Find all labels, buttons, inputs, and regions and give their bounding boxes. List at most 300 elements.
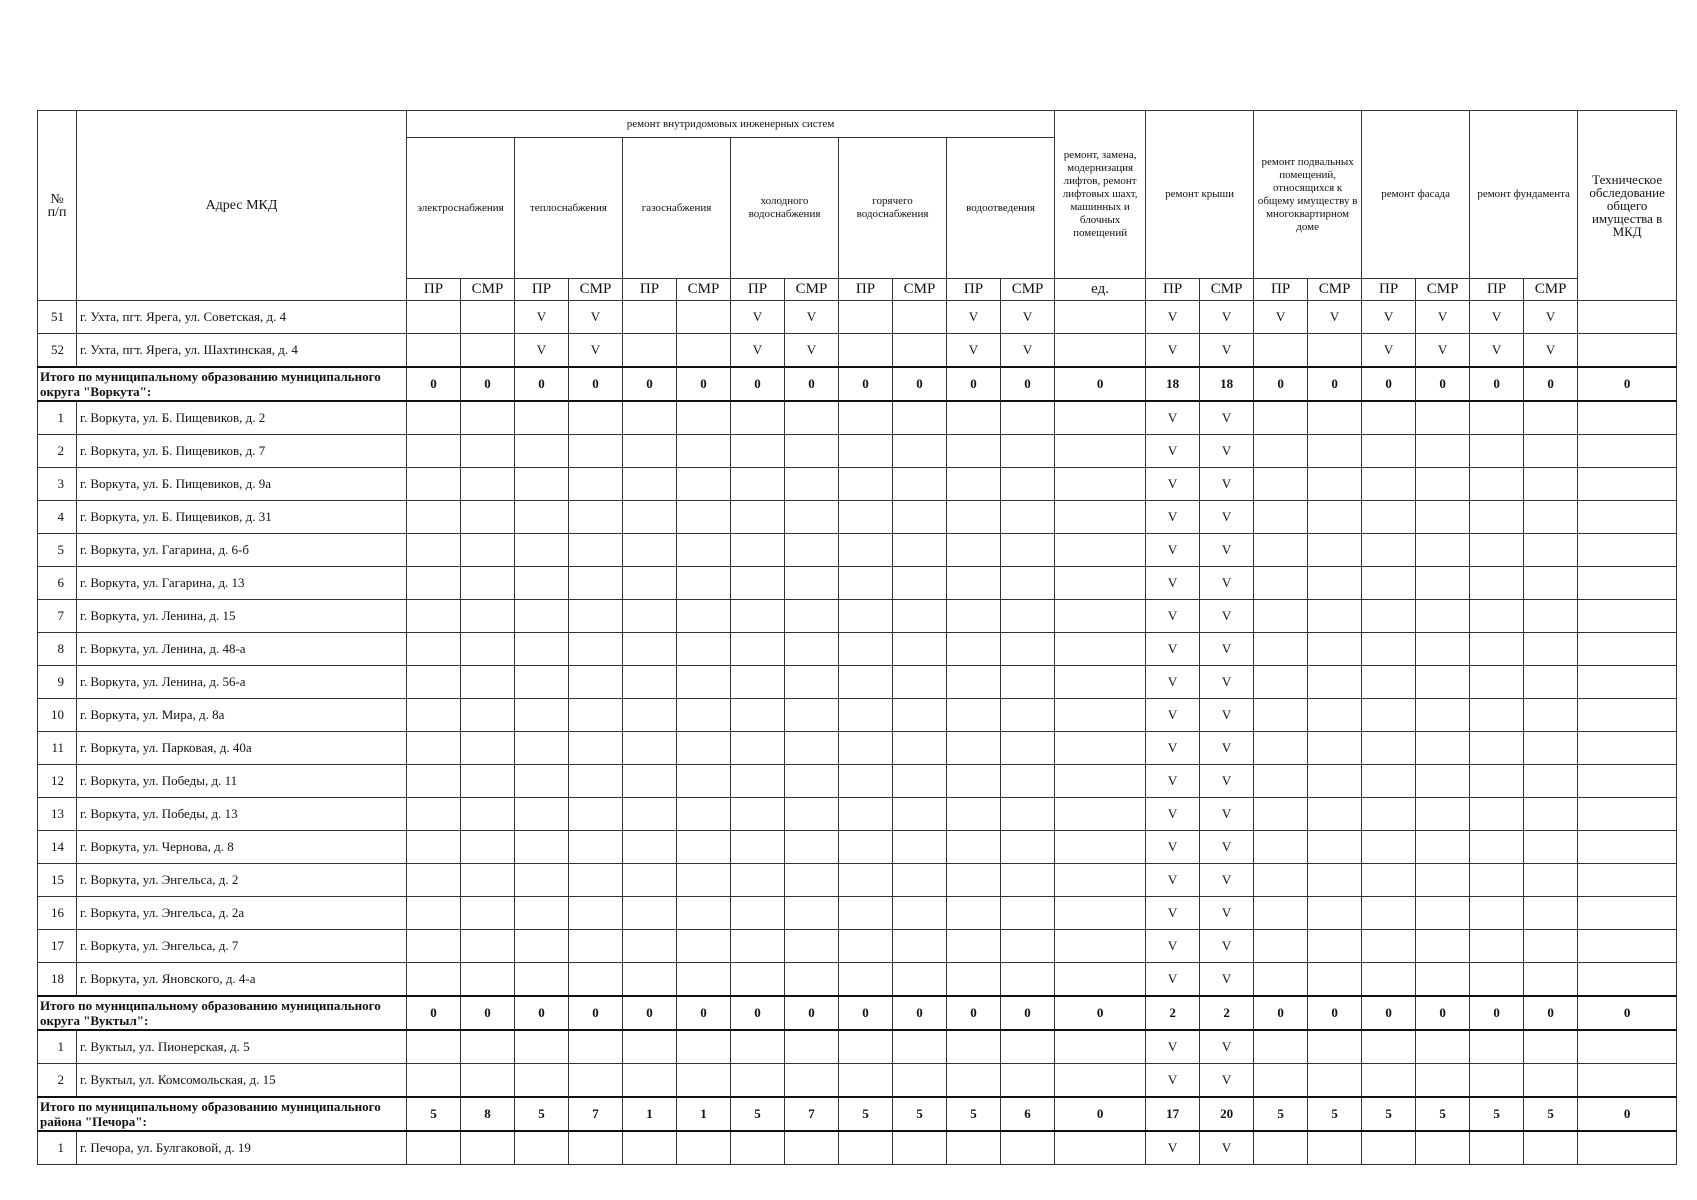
cell-value [677, 633, 731, 666]
cell-value [515, 864, 569, 897]
cell-value: 0 [677, 996, 731, 1030]
cell-value: V [785, 334, 839, 368]
cell-value [569, 666, 623, 699]
cell-value [893, 864, 947, 897]
row-address: г. Воркута, ул. Ленина, д. 15 [77, 600, 407, 633]
cell-value [1055, 963, 1146, 997]
cell-value [839, 864, 893, 897]
cell-value [1416, 897, 1470, 930]
cell-value [1524, 963, 1578, 997]
cell-value [1001, 633, 1055, 666]
cell-value [1362, 798, 1416, 831]
cell-value [1308, 401, 1362, 435]
cell-value [893, 600, 947, 633]
cell-value: 0 [1524, 367, 1578, 401]
cell-value [623, 666, 677, 699]
cell-value: 5 [1254, 1097, 1308, 1131]
col-header-gas: газоснабжения [623, 138, 731, 279]
cell-value [731, 534, 785, 567]
cell-value [461, 864, 515, 897]
cell-value [1254, 897, 1308, 930]
cell-value [893, 798, 947, 831]
cell-value [947, 798, 1001, 831]
cell-value [515, 831, 569, 864]
cell-value [893, 1131, 947, 1165]
cell-value [839, 1131, 893, 1165]
cell-value [1578, 301, 1677, 334]
cell-value [1001, 864, 1055, 897]
cell-value [1308, 567, 1362, 600]
total-row [38, 996, 1677, 1030]
cell-value [1362, 534, 1416, 567]
cell-value [1055, 897, 1146, 930]
cell-value [785, 534, 839, 567]
cell-value [623, 301, 677, 334]
cell-value [1578, 435, 1677, 468]
row-address: г. Воркута, ул. Б. Пищевиков, д. 2 [77, 401, 407, 435]
cell-value [515, 666, 569, 699]
cell-value [1470, 468, 1524, 501]
col-header-roof: ремонт крыши [1146, 111, 1254, 279]
cell-value [677, 301, 731, 334]
cell-value [1470, 633, 1524, 666]
cell-value [623, 1064, 677, 1098]
cell-value [1254, 501, 1308, 534]
cell-value [785, 798, 839, 831]
row-number: 7 [38, 600, 77, 633]
cell-value [947, 1030, 1001, 1064]
cell-value [839, 501, 893, 534]
cell-value [1578, 765, 1677, 798]
cell-value [569, 732, 623, 765]
cell-value: 0 [515, 996, 569, 1030]
cell-value [947, 468, 1001, 501]
cell-value [893, 633, 947, 666]
cell-value [839, 930, 893, 963]
cell-value [569, 831, 623, 864]
row-number: 3 [38, 468, 77, 501]
cell-value [461, 501, 515, 534]
cell-value [1308, 633, 1362, 666]
cell-value [947, 963, 1001, 997]
table-row [38, 633, 1677, 666]
cell-value [1055, 501, 1146, 534]
cell-value: V [1146, 765, 1200, 798]
cell-value [1308, 468, 1362, 501]
cell-value [623, 1131, 677, 1165]
cell-value [569, 435, 623, 468]
cell-value [1308, 501, 1362, 534]
cell-value: 0 [1578, 996, 1677, 1030]
cell-value [1362, 864, 1416, 897]
cell-value [1416, 501, 1470, 534]
cell-value [515, 963, 569, 997]
table-row [38, 1131, 1677, 1165]
cell-value [1416, 435, 1470, 468]
cell-value [1055, 765, 1146, 798]
cell-value [1578, 666, 1677, 699]
cell-value [947, 666, 1001, 699]
cell-value [785, 930, 839, 963]
cell-value [1055, 666, 1146, 699]
cell-value [1578, 334, 1677, 368]
row-number: 1 [38, 401, 77, 435]
cell-value: V [569, 334, 623, 368]
sub-header-smr-14: СМР [1200, 279, 1254, 301]
cell-value [785, 1131, 839, 1165]
row-address: г. Воркута, ул. Ленина, д. 56-а [77, 666, 407, 699]
total-label: Итого по муниципальному образованию муниципального района "Печора": [38, 1097, 407, 1131]
cell-value [407, 831, 461, 864]
cell-value [785, 401, 839, 435]
col-group-internal-systems: ремонт внутридомовых инженерных систем [407, 111, 1055, 138]
cell-value [839, 301, 893, 334]
cell-value: V [1146, 930, 1200, 963]
cell-value [839, 567, 893, 600]
table-row [38, 666, 1677, 699]
cell-value [569, 1030, 623, 1064]
cell-value [1254, 401, 1308, 435]
cell-value: 1 [623, 1097, 677, 1131]
cell-value: V [1200, 831, 1254, 864]
row-number: 16 [38, 897, 77, 930]
cell-value: 0 [1362, 367, 1416, 401]
cell-value [1362, 633, 1416, 666]
cell-value [569, 468, 623, 501]
table-row [38, 699, 1677, 732]
cell-value [839, 798, 893, 831]
cell-value [731, 732, 785, 765]
cell-value [947, 699, 1001, 732]
row-address: г. Воркута, ул. Б. Пищевиков, д. 9а [77, 468, 407, 501]
cell-value: 0 [407, 367, 461, 401]
cell-value [893, 732, 947, 765]
sub-header-pr-10: ПР [947, 279, 1001, 301]
cell-value [1524, 435, 1578, 468]
cell-value [785, 831, 839, 864]
cell-value [407, 897, 461, 930]
cell-value [569, 765, 623, 798]
cell-value [461, 600, 515, 633]
cell-value: 0 [1254, 367, 1308, 401]
cell-value: V [1146, 468, 1200, 501]
repair-plan-table [37, 110, 1677, 1165]
cell-value: V [1200, 699, 1254, 732]
cell-value [1001, 567, 1055, 600]
cell-value: V [1362, 334, 1416, 368]
cell-value: 0 [569, 996, 623, 1030]
cell-value [569, 864, 623, 897]
cell-value [1001, 534, 1055, 567]
cell-value [1308, 666, 1362, 699]
cell-value [569, 534, 623, 567]
cell-value [1001, 1131, 1055, 1165]
cell-value [623, 798, 677, 831]
cell-value [677, 501, 731, 534]
cell-value: V [1200, 864, 1254, 897]
cell-value [677, 1131, 731, 1165]
cell-value: 0 [785, 996, 839, 1030]
cell-value [1578, 501, 1677, 534]
cell-value [515, 930, 569, 963]
cell-value [839, 401, 893, 435]
cell-value [1470, 963, 1524, 997]
cell-value [1308, 1131, 1362, 1165]
cell-value [1524, 732, 1578, 765]
sub-header-smr-9: СМР [893, 279, 947, 301]
cell-value [731, 864, 785, 897]
cell-value [569, 401, 623, 435]
row-number: 6 [38, 567, 77, 600]
cell-value: V [1200, 334, 1254, 368]
cell-value [1055, 1131, 1146, 1165]
cell-value [731, 897, 785, 930]
cell-value [731, 930, 785, 963]
cell-value [1001, 666, 1055, 699]
cell-value [1001, 600, 1055, 633]
row-address: г. Печора, ул. Булгаковой, д. 19 [77, 1131, 407, 1165]
cell-value: V [515, 301, 569, 334]
cell-value: V [785, 301, 839, 334]
cell-value [1308, 831, 1362, 864]
cell-value [1470, 1064, 1524, 1098]
table-row [38, 468, 1677, 501]
cell-value [1362, 765, 1416, 798]
cell-value [1470, 501, 1524, 534]
cell-value: V [1200, 501, 1254, 534]
cell-value: 0 [731, 996, 785, 1030]
cell-value [893, 765, 947, 798]
cell-value [1308, 963, 1362, 997]
cell-value: 5 [893, 1097, 947, 1131]
cell-value [461, 666, 515, 699]
cell-value: 0 [461, 996, 515, 1030]
cell-value [569, 798, 623, 831]
cell-value: V [1146, 1131, 1200, 1165]
cell-value [785, 765, 839, 798]
cell-value [1055, 930, 1146, 963]
cell-value: 5 [407, 1097, 461, 1131]
cell-value: 5 [1524, 1097, 1578, 1131]
cell-value [1416, 1030, 1470, 1064]
sub-header-smr-5: СМР [677, 279, 731, 301]
cell-value [1254, 1064, 1308, 1098]
row-number: 11 [38, 732, 77, 765]
table-row [38, 864, 1677, 897]
row-address: г. Воркута, ул. Парковая, д. 40а [77, 732, 407, 765]
cell-value [1308, 897, 1362, 930]
cell-value [893, 501, 947, 534]
cell-value [1470, 401, 1524, 435]
total-label: Итого по муниципальному образованию муниципального округа "Вуктыл": [38, 996, 407, 1030]
col-header-cold-water: холодного водоснабжения [731, 138, 839, 279]
cell-value [515, 699, 569, 732]
cell-value [731, 468, 785, 501]
cell-value [785, 897, 839, 930]
cell-value: V [1200, 666, 1254, 699]
cell-value [461, 334, 515, 368]
cell-value [515, 798, 569, 831]
cell-value [731, 666, 785, 699]
table-row [38, 831, 1677, 864]
cell-value [1254, 1030, 1308, 1064]
cell-value: V [1362, 301, 1416, 334]
cell-value [1362, 435, 1416, 468]
cell-value [407, 401, 461, 435]
cell-value [1055, 534, 1146, 567]
cell-value [1308, 798, 1362, 831]
cell-value [1524, 401, 1578, 435]
sub-header-pr-19: ПР [1470, 279, 1524, 301]
cell-value [1416, 567, 1470, 600]
cell-value [1001, 401, 1055, 435]
cell-value [407, 963, 461, 997]
cell-value [1254, 831, 1308, 864]
cell-value: 0 [1001, 367, 1055, 401]
cell-value [785, 600, 839, 633]
row-number: 52 [38, 334, 77, 368]
cell-value [515, 468, 569, 501]
cell-value [839, 600, 893, 633]
cell-value [785, 501, 839, 534]
cell-value [1362, 401, 1416, 435]
cell-value [1416, 732, 1470, 765]
cell-value: V [1200, 301, 1254, 334]
cell-value [461, 401, 515, 435]
row-number: 8 [38, 633, 77, 666]
cell-value: 0 [1470, 367, 1524, 401]
cell-value [1055, 435, 1146, 468]
cell-value [731, 1131, 785, 1165]
cell-value: 0 [407, 996, 461, 1030]
cell-value [1524, 798, 1578, 831]
cell-value [623, 930, 677, 963]
cell-value [1362, 963, 1416, 997]
cell-value [623, 963, 677, 997]
cell-value [623, 435, 677, 468]
cell-value: 0 [893, 996, 947, 1030]
cell-value [1055, 301, 1146, 334]
col-header-inspection: Техническое обследование общего имущества в МКД [1578, 111, 1677, 301]
cell-value: 0 [1416, 367, 1470, 401]
cell-value [785, 963, 839, 997]
table-row [38, 1030, 1677, 1064]
cell-value [1524, 930, 1578, 963]
cell-value [407, 699, 461, 732]
cell-value [1001, 468, 1055, 501]
row-number: 5 [38, 534, 77, 567]
cell-value [1470, 567, 1524, 600]
cell-value [1001, 897, 1055, 930]
cell-value: 0 [1362, 996, 1416, 1030]
cell-value [515, 765, 569, 798]
cell-value [731, 435, 785, 468]
cell-value [461, 699, 515, 732]
cell-value [1470, 897, 1524, 930]
table-row [38, 1064, 1677, 1098]
cell-value [515, 534, 569, 567]
cell-value [839, 435, 893, 468]
cell-value [839, 468, 893, 501]
cell-value [1524, 501, 1578, 534]
cell-value [893, 963, 947, 997]
cell-value [839, 699, 893, 732]
cell-value [1254, 963, 1308, 997]
row-address: г. Воркута, ул. Б. Пищевиков, д. 7 [77, 435, 407, 468]
cell-value [1362, 501, 1416, 534]
cell-value [1362, 1030, 1416, 1064]
cell-value: 0 [623, 367, 677, 401]
cell-value [515, 600, 569, 633]
cell-value [1362, 567, 1416, 600]
row-address: г. Воркута, ул. Победы, д. 11 [77, 765, 407, 798]
row-address: г. Воркута, ул. Энгельса, д. 7 [77, 930, 407, 963]
cell-value [839, 963, 893, 997]
cell-value [785, 1064, 839, 1098]
cell-value [677, 567, 731, 600]
cell-value [1578, 534, 1677, 567]
cell-value: V [1146, 1064, 1200, 1098]
cell-value [1362, 897, 1416, 930]
cell-value [623, 334, 677, 368]
cell-value [1001, 798, 1055, 831]
cell-value: V [1200, 401, 1254, 435]
cell-value [1308, 534, 1362, 567]
cell-value: V [1146, 567, 1200, 600]
cell-value [1524, 765, 1578, 798]
cell-value [1416, 401, 1470, 435]
row-address: г. Воркута, ул. Яновского, д. 4-а [77, 963, 407, 997]
sub-header-pr-0: ПР [407, 279, 461, 301]
sub-header-smr-16: СМР [1308, 279, 1362, 301]
cell-value [1524, 666, 1578, 699]
cell-value: V [1254, 301, 1308, 334]
table-row [38, 567, 1677, 600]
cell-value [1578, 600, 1677, 633]
cell-value [407, 600, 461, 633]
cell-value [839, 534, 893, 567]
row-number: 17 [38, 930, 77, 963]
row-address: г. Воркута, ул. Энгельса, д. 2 [77, 864, 407, 897]
cell-value: V [1146, 534, 1200, 567]
row-address: г. Воркута, ул. Б. Пищевиков, д. 31 [77, 501, 407, 534]
row-address: г. Воркута, ул. Победы, д. 13 [77, 798, 407, 831]
cell-value: V [1200, 1131, 1254, 1165]
cell-value: 0 [1524, 996, 1578, 1030]
table-row [38, 798, 1677, 831]
cell-value: 1 [677, 1097, 731, 1131]
cell-value: 6 [1001, 1097, 1055, 1131]
cell-value [461, 567, 515, 600]
cell-value [677, 765, 731, 798]
cell-value [1524, 567, 1578, 600]
cell-value: V [947, 334, 1001, 368]
cell-value [569, 633, 623, 666]
cell-value [1055, 831, 1146, 864]
cell-value: V [1470, 301, 1524, 334]
cell-value: V [1200, 798, 1254, 831]
cell-value: V [1146, 600, 1200, 633]
cell-value [1001, 930, 1055, 963]
cell-value [407, 501, 461, 534]
col-header-lifts: ремонт, замена, модернизация лифтов, ремонт лифтовых шахт, машинных и блочных помещений [1055, 111, 1146, 279]
row-number: 13 [38, 798, 77, 831]
cell-value [731, 765, 785, 798]
cell-value [623, 765, 677, 798]
cell-value [1578, 963, 1677, 997]
cell-value [893, 1030, 947, 1064]
cell-value: V [1200, 930, 1254, 963]
